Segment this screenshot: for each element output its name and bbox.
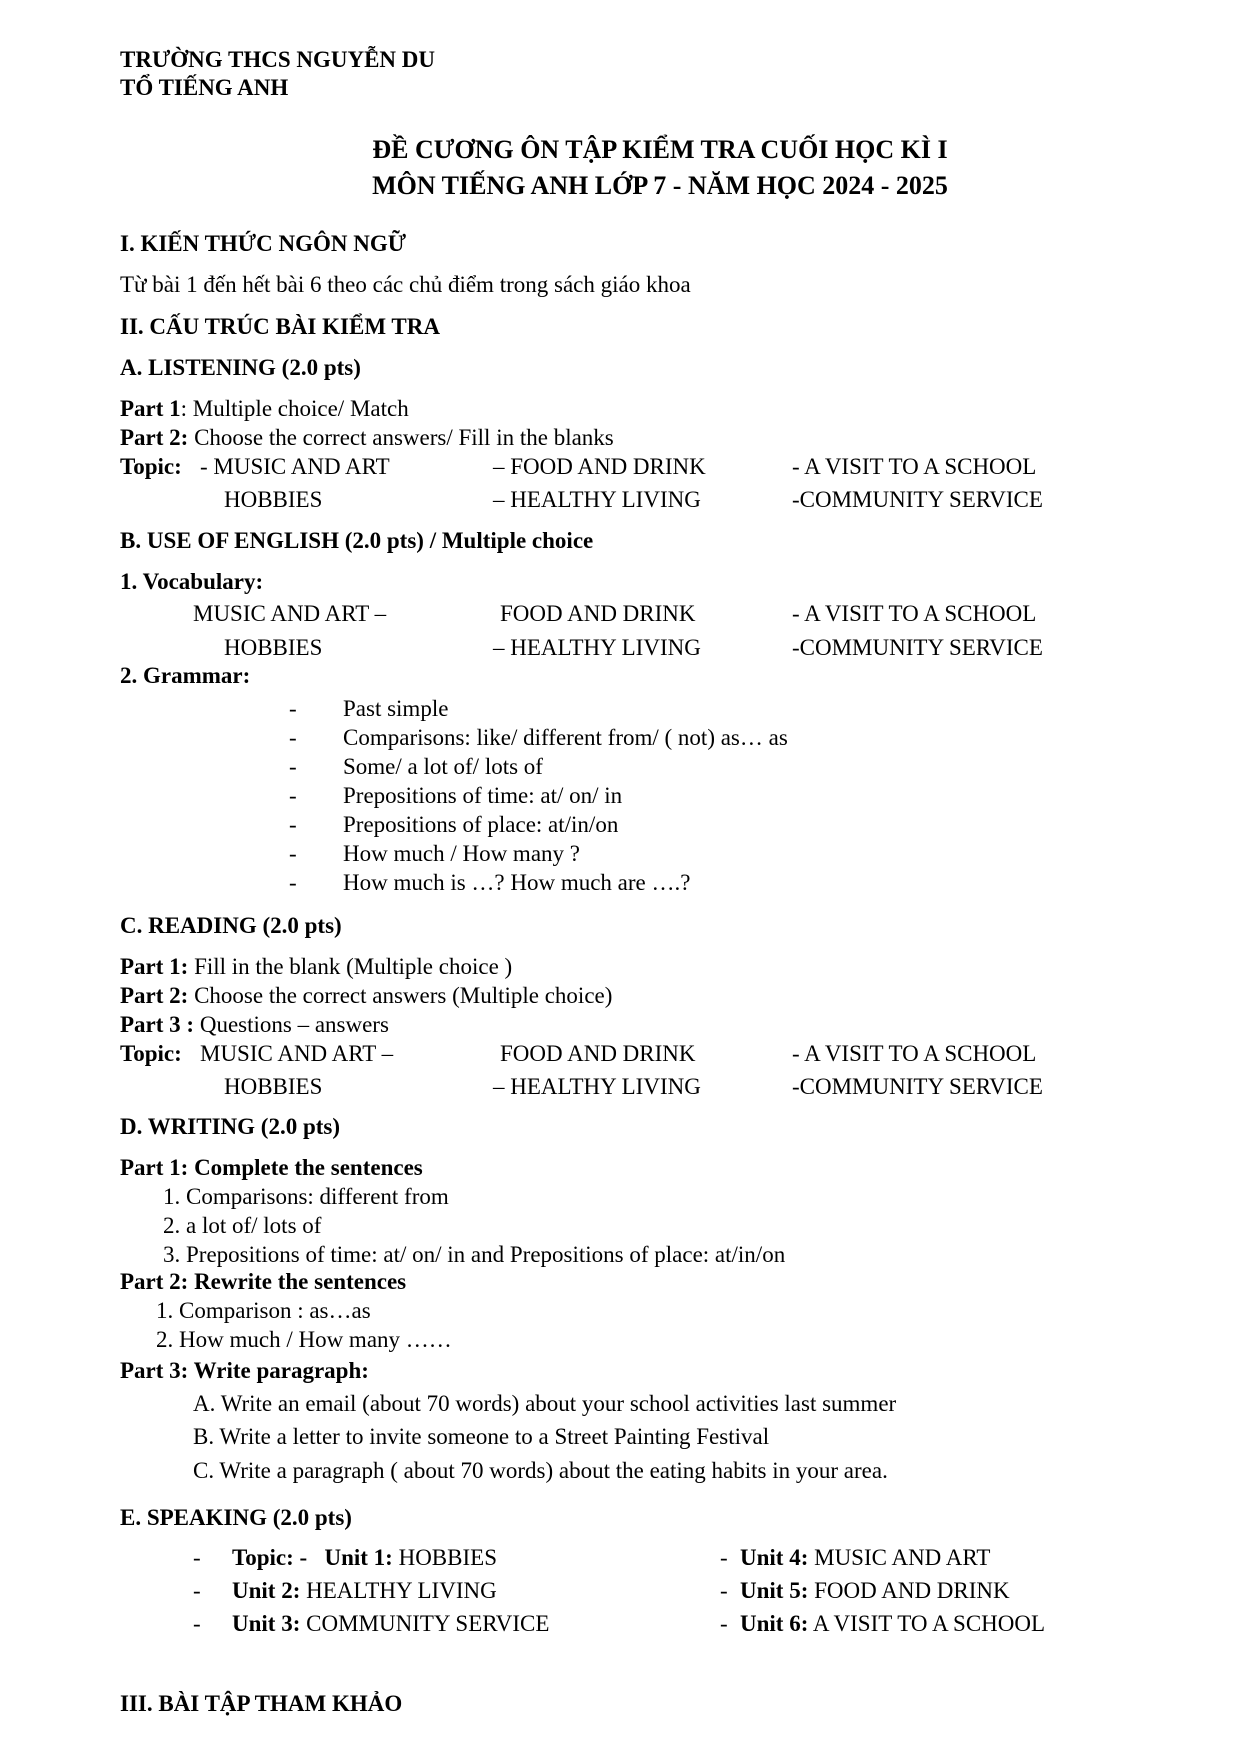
- unit-label: Unit 4:: [740, 1545, 809, 1570]
- listening-topic-1: - MUSIC AND ART: [200, 454, 390, 479]
- section-1-heading: I. KIẾN THỨC NGÔN NGỮ: [120, 231, 407, 256]
- part-label: Part 2:: [120, 425, 189, 450]
- reading-topic-4: HOBBIES: [224, 1074, 323, 1099]
- list-bullet: -: [720, 1545, 728, 1570]
- list-bullet: -: [289, 754, 297, 779]
- unit-name: FOOD AND DRINK: [808, 1578, 1010, 1603]
- unit-label: Unit 3:: [232, 1611, 301, 1636]
- reading-topic-2: FOOD AND DRINK: [500, 1041, 696, 1066]
- list-bullet: -: [289, 841, 297, 866]
- reading-part-3: [120, 1011, 389, 1039]
- topic-label: Topic: -: [232, 1545, 308, 1570]
- vocab-topic-5: – HEALTHY LIVING: [493, 635, 701, 660]
- writing-part-2-item: 1. Comparison : as…as: [156, 1298, 371, 1323]
- vocab-topic-6: -COMMUNITY SERVICE: [792, 635, 1043, 660]
- unit-name: MUSIC AND ART: [808, 1545, 991, 1570]
- part-text: : Multiple choice/ Match: [180, 396, 409, 421]
- school-name: TRƯỜNG THCS NGUYỄN DU: [120, 47, 436, 72]
- part-label: Part 2:: [120, 983, 189, 1008]
- speaking-item-2: [232, 1577, 497, 1605]
- reading-topic-3: - A VISIT TO A SCHOOL: [792, 1041, 1037, 1066]
- writing-part-3-item: B. Write a letter to invite someone to a Street Painting Festival: [193, 1424, 770, 1449]
- part-text: Questions – answers: [194, 1012, 389, 1037]
- listening-topic-2: – FOOD AND DRINK: [493, 454, 706, 479]
- reading-part-1: [120, 953, 512, 981]
- list-bullet: -: [289, 783, 297, 808]
- listening-topic-6: -COMMUNITY SERVICE: [792, 487, 1043, 512]
- speaking-item-1: [232, 1544, 497, 1572]
- listening-topic-label: Topic:: [120, 454, 182, 479]
- speaking-item-5: [740, 1577, 1010, 1605]
- reading-part-2: [120, 982, 612, 1010]
- department-name: TỔ TIẾNG ANH: [120, 75, 289, 100]
- listening-heading: A. LISTENING (2.0 pts): [120, 355, 361, 380]
- speaking-item-6: [740, 1610, 1045, 1638]
- unit-name: HOBBIES: [392, 1545, 497, 1570]
- unit-label: Unit 1:: [324, 1545, 393, 1570]
- reading-topic-label: Topic:: [120, 1041, 182, 1066]
- writing-part-2: Part 2: Rewrite the sentences: [120, 1269, 407, 1294]
- unit-label: Unit 6:: [740, 1611, 809, 1636]
- grammar-item: Some/ a lot of/ lots of: [343, 754, 543, 779]
- list-bullet: -: [720, 1578, 728, 1603]
- section-2-heading: II. CẤU TRÚC BÀI KIỂM TRA: [120, 314, 440, 339]
- writing-part-1-item: 3. Prepositions of time: at/ on/ in and Prepositions of place: at/in/on: [163, 1242, 786, 1267]
- list-bullet: -: [289, 870, 297, 895]
- writing-part-3: Part 3: Write paragraph:: [120, 1358, 369, 1383]
- writing-part-1-item: 2. a lot of/ lots of: [163, 1213, 322, 1238]
- reading-topic-5: – HEALTHY LIVING: [493, 1074, 701, 1099]
- listening-topic-5: – HEALTHY LIVING: [493, 487, 701, 512]
- speaking-item-4: [740, 1544, 990, 1572]
- list-bullet: -: [289, 812, 297, 837]
- list-bullet: -: [193, 1545, 201, 1570]
- writing-part-1: Part 1: Complete the sentences: [120, 1155, 423, 1180]
- listening-part-2: [120, 424, 614, 452]
- vocab-topic-1: MUSIC AND ART –: [193, 601, 387, 626]
- writing-heading: D. WRITING (2.0 pts): [120, 1114, 341, 1139]
- part-text: Fill in the blank (Multiple choice ): [188, 954, 513, 979]
- writing-part-3-item: C. Write a paragraph ( about 70 words) about the eating habits in your area.: [193, 1458, 888, 1483]
- part-label: Part 1: [120, 396, 181, 421]
- unit-label: Unit 5:: [740, 1578, 809, 1603]
- grammar-heading: 2. Grammar:: [120, 663, 251, 688]
- unit-name: COMMUNITY SERVICE: [300, 1611, 550, 1636]
- writing-part-1-item: 1. Comparisons: different from: [163, 1184, 449, 1209]
- grammar-item: How much / How many ?: [343, 841, 580, 866]
- list-bullet: -: [193, 1611, 201, 1636]
- reading-heading: C. READING (2.0 pts): [120, 913, 342, 938]
- list-bullet: -: [193, 1578, 201, 1603]
- grammar-item: Comparisons: like/ different from/ ( not) as… as: [343, 725, 788, 750]
- listening-topic-3: - A VISIT TO A SCHOOL: [792, 454, 1037, 479]
- grammar-item: Past simple: [343, 696, 449, 721]
- vocab-topic-3: - A VISIT TO A SCHOOL: [792, 601, 1037, 626]
- part-text: Choose the correct answers/ Fill in the blanks: [188, 425, 614, 450]
- unit-name: A VISIT TO A SCHOOL: [808, 1611, 1046, 1636]
- reading-topic-6: -COMMUNITY SERVICE: [792, 1074, 1043, 1099]
- speaking-item-3: [232, 1610, 549, 1638]
- listening-part-1: [120, 395, 409, 423]
- part-label: Part 3 :: [120, 1012, 195, 1037]
- use-of-english-heading: B. USE OF ENGLISH (2.0 pts) / Multiple choice: [120, 528, 594, 553]
- title-line-2: MÔN TIẾNG ANH LỚP 7 - NĂM HỌC 2024 - 2025: [372, 171, 948, 200]
- vocab-topic-2: FOOD AND DRINK: [500, 601, 696, 626]
- unit-name: HEALTHY LIVING: [300, 1578, 497, 1603]
- grammar-item: How much is …? How much are ….?: [343, 870, 691, 895]
- title-line-1: ĐỀ CƯƠNG ÔN TẬP KIỂM TRA CUỐI HỌC KÌ I: [372, 135, 948, 164]
- writing-part-3-item: A. Write an email (about 70 words) about your school activities last summer: [193, 1391, 897, 1416]
- grammar-item: Prepositions of place: at/in/on: [343, 812, 619, 837]
- list-bullet: -: [289, 696, 297, 721]
- list-bullet: -: [289, 725, 297, 750]
- writing-part-2-item: 2. How much / How many ……: [156, 1327, 452, 1352]
- part-text: Choose the correct answers (Multiple choice): [188, 983, 613, 1008]
- list-bullet: -: [720, 1611, 728, 1636]
- section-3-heading: III. BÀI TẬP THAM KHẢO: [120, 1691, 403, 1716]
- reading-topic-1: MUSIC AND ART –: [200, 1041, 394, 1066]
- unit-label: Unit 2:: [232, 1578, 301, 1603]
- part-label: Part 1:: [120, 954, 189, 979]
- speaking-heading: E. SPEAKING (2.0 pts): [120, 1505, 352, 1530]
- vocabulary-heading: 1. Vocabulary:: [120, 569, 264, 594]
- grammar-item: Prepositions of time: at/ on/ in: [343, 783, 623, 808]
- listening-topic-4: HOBBIES: [224, 487, 323, 512]
- section-1-text: Từ bài 1 đến hết bài 6 theo các chủ điểm trong sách giáo khoa: [120, 272, 691, 297]
- vocab-topic-4: HOBBIES: [224, 635, 323, 660]
